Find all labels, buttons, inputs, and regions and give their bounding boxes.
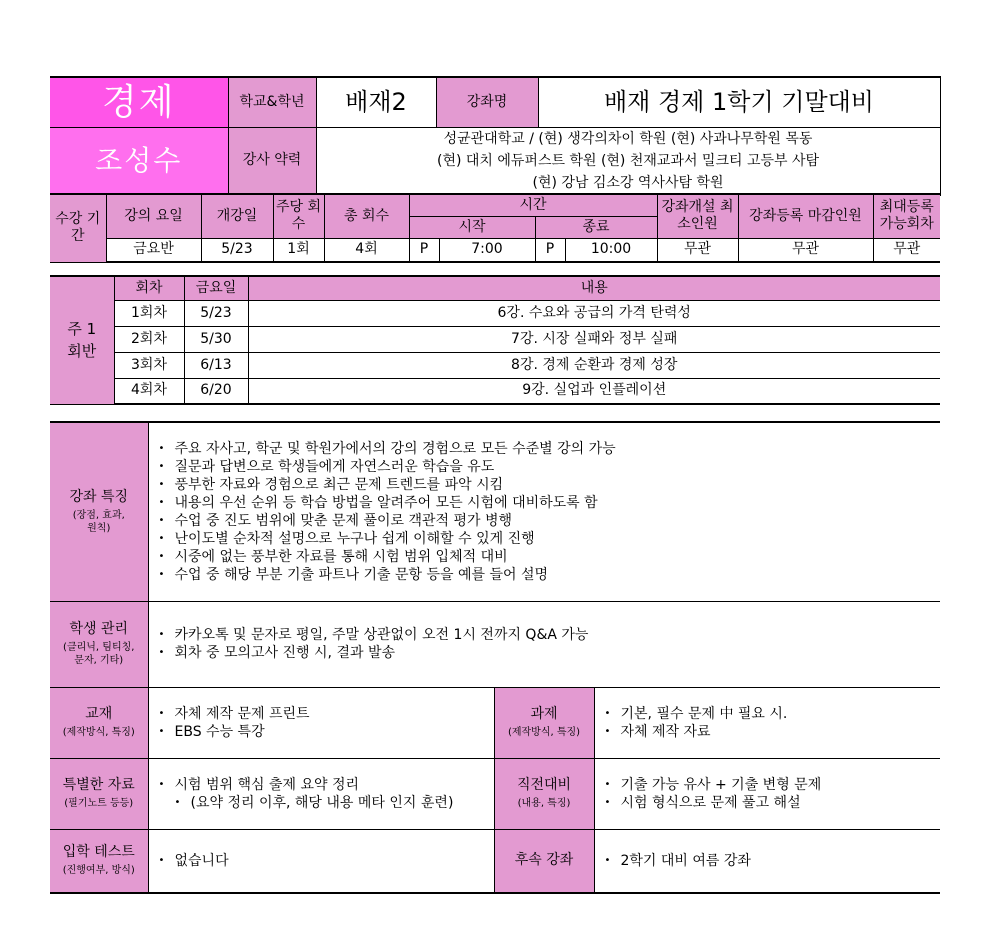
homework-sub: (제작방식, 특징) (507, 726, 581, 738)
list-item-continuation: • (요약 정리 이후, 해당 내용 메타 인지 훈련) (159, 794, 494, 812)
table-row (50, 352, 940, 378)
features-title: 강좌 특징 (69, 488, 129, 505)
weekly-value: 1회 (273, 238, 324, 262)
textbook-sub: (제작방식, 특징) (62, 726, 135, 738)
career-label: 강사 약력 (228, 127, 316, 195)
list-item: • 내용의 우선 순위 등 학습 방법을 알려주어 모든 시험에 대비하도록 함 (159, 494, 941, 512)
list-item: • 시중에 없는 풍부한 자료를 통해 시험 범위 입체적 대비 (159, 548, 941, 566)
group-label (50, 276, 114, 404)
list-item: • 난이도별 순차적 설명으로 누구나 쉽게 이해할 수 있게 진행 (159, 530, 941, 548)
list-item: • 없습니다 (159, 852, 494, 870)
pre-exam-list (595, 776, 941, 812)
time-start-header: 시작 (409, 216, 535, 238)
weekly-header: 주당 회수 (273, 194, 324, 238)
entrance-label (50, 829, 148, 893)
special-list (149, 776, 494, 812)
teacher-name: 조성수 (50, 127, 228, 195)
course-period-table (50, 193, 940, 263)
homework-list (595, 705, 941, 741)
management-title: 학생 관리 (69, 621, 129, 638)
features-sub: (장점, 효과, 원칙) (72, 509, 125, 534)
session-header: 회차 (114, 276, 184, 300)
list-item: • 자체 제작 문제 프린트 (159, 705, 494, 723)
management-sub: (클리닉, 팀티칭, 문자, 기타) (63, 641, 135, 666)
textbook-label (50, 687, 148, 758)
max-sessions-value: 무관 (873, 238, 940, 262)
list-item: • 시험 형식으로 문제 풀고 해설 (605, 794, 941, 812)
time-end-header: 종료 (535, 216, 657, 238)
homework-label (494, 687, 594, 758)
school-value: 배재2 (316, 77, 436, 127)
max-students-header: 강좌등록 마감인원 (738, 194, 873, 238)
schedule-table (50, 275, 940, 405)
features-content (148, 422, 940, 601)
list-item: • 회차 중 모의고사 진행 시, 결과 발송 (159, 644, 941, 662)
career-text (316, 127, 940, 195)
entrance-content (148, 829, 494, 893)
textbook-list (149, 705, 494, 741)
entrance-sub: (진행여부, 방식) (62, 865, 135, 877)
followup-list (595, 852, 941, 870)
special-title: 특별한 자료 (62, 777, 135, 794)
career-line: (현) 대치 에듀퍼스트 학원 (현) 천재교과서 밀크티 고등부 사탐 (436, 152, 820, 169)
textbook-content (148, 687, 494, 758)
homework-title: 과제 (530, 706, 558, 723)
list-item: • 카카오톡 및 문자로 평일, 주말 상관없이 오전 1시 전까지 Q&A 가능 (159, 626, 941, 644)
day-header: 강의 요일 (106, 194, 201, 238)
features-list (149, 440, 941, 584)
features-label (50, 422, 148, 601)
date-cell: 5/23 (184, 300, 248, 326)
session-cell: 3회차 (114, 352, 184, 378)
total-value: 4회 (324, 238, 409, 262)
start-time: 7:00 (439, 238, 535, 262)
table-row (50, 326, 940, 352)
course-label: 강좌명 (436, 77, 538, 127)
management-list (149, 626, 941, 662)
pre-exam-title: 직전대비 (516, 777, 572, 794)
list-item: • 자체 제작 자료 (605, 723, 941, 741)
content-cell: 9강. 실업과 인플레이션 (248, 378, 940, 404)
session-cell: 2회차 (114, 326, 184, 352)
course-title: 배재 경제 1학기 기말대비 (538, 77, 940, 127)
followup-content (594, 829, 940, 893)
entrance-list (149, 852, 494, 870)
followup-title: 후속 강좌 (514, 852, 574, 869)
start-date-header: 개강일 (201, 194, 273, 238)
date-cell: 6/20 (184, 378, 248, 404)
date-cell: 6/13 (184, 352, 248, 378)
special-label (50, 758, 148, 829)
list-item: • 기본, 필수 문제 中 필요 시. (605, 705, 941, 723)
max-sessions-header: 최대등록 가능회차 (873, 194, 940, 238)
career-line: 성균관대학교 / (현) 생각의차이 학원 (현) 사과나무학원 목동 (443, 130, 813, 147)
pre-exam-label (494, 758, 594, 829)
date-cell: 5/30 (184, 326, 248, 352)
content-cell: 6강. 수요와 공급의 가격 탄력성 (248, 300, 940, 326)
list-item: • 주요 자사고, 학군 및 학원가에서의 강의 경험으로 모든 수준별 강의 가능 (159, 440, 941, 458)
list-item: • 풍부한 자료와 경험으로 최근 문제 트렌드를 파악 시킴 (159, 476, 941, 494)
management-label (50, 601, 148, 687)
day-value: 금요반 (106, 238, 201, 262)
group-label-text: 주 1회반 (67, 320, 97, 361)
table-row (50, 378, 940, 404)
special-content (148, 758, 494, 829)
list-item: • 2학기 대비 여름 강좌 (605, 852, 941, 870)
date-header: 금요일 (184, 276, 248, 300)
subject-title: 경제 (50, 77, 228, 127)
table-row (50, 300, 940, 326)
list-item: • 수업 중 진도 범위에 맞춘 문제 풀이로 객관적 평가 병행 (159, 512, 941, 530)
list-item: • 수업 중 해당 부분 기출 파트나 기출 문항 등을 예를 들어 설명 (159, 566, 941, 584)
session-cell: 1회차 (114, 300, 184, 326)
min-students-value: 무관 (657, 238, 738, 262)
content-header: 내용 (248, 276, 940, 300)
period-label: 수강 기간 (50, 194, 106, 262)
max-students-value: 무관 (738, 238, 873, 262)
end-ampm: P (535, 238, 565, 262)
textbook-title: 교재 (85, 706, 113, 723)
list-item: • 기출 가능 유사 + 기출 변형 문제 (605, 776, 941, 794)
homework-content (594, 687, 940, 758)
career-line: (현) 강남 김소강 역사사탐 학원 (532, 174, 724, 191)
course-header-table (50, 76, 941, 196)
management-content (148, 601, 940, 687)
start-date-value: 5/23 (201, 238, 273, 262)
entrance-title: 입학 테스트 (62, 844, 135, 861)
special-sub: (필기노트 등등) (64, 797, 134, 809)
followup-label (494, 829, 594, 893)
session-cell: 4회차 (114, 378, 184, 404)
list-item: • EBS 수능 특강 (159, 723, 494, 741)
course-details-table (50, 421, 940, 894)
end-time: 10:00 (565, 238, 657, 262)
total-header: 총 회수 (324, 194, 409, 238)
list-item: • 시험 범위 핵심 출제 요약 정리 (159, 776, 494, 794)
school-label: 학교&학년 (228, 77, 316, 127)
min-students-header: 강좌개설 최소인원 (657, 194, 738, 238)
content-cell: 7강. 시장 실패와 정부 실패 (248, 326, 940, 352)
pre-exam-content (594, 758, 940, 829)
list-item: • 질문과 답변으로 학생들에게 자연스러운 학습을 유도 (159, 458, 941, 476)
content-cell: 8강. 경제 순환과 경제 성장 (248, 352, 940, 378)
start-ampm: P (409, 238, 439, 262)
pre-exam-sub: (내용, 특징) (517, 797, 571, 809)
time-header: 시간 (409, 194, 657, 216)
